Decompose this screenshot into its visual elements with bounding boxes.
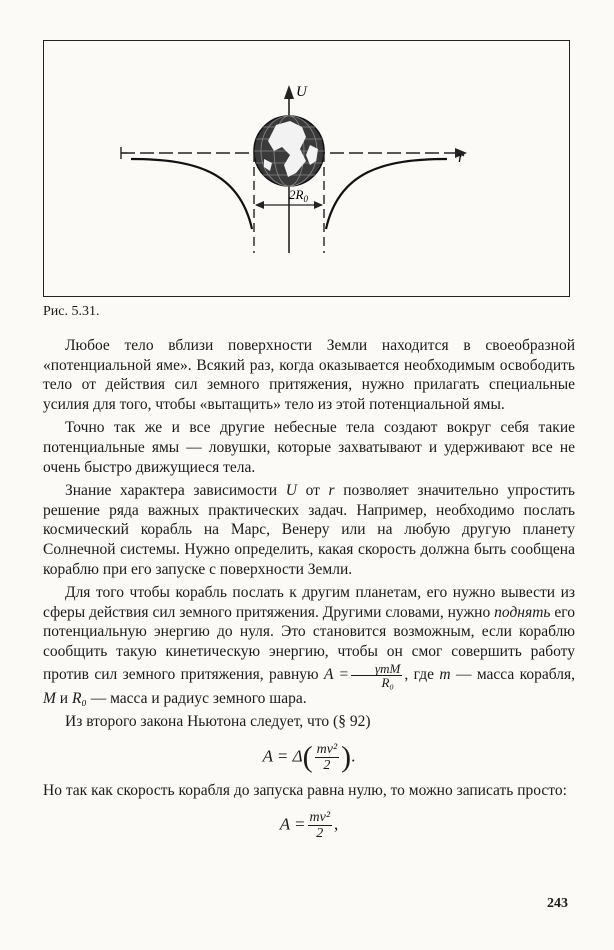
equation-2: A = $\frac{\text{mv²}}{2}$ , (279, 810, 339, 842)
gravity-fraction: $\frac{\text{γmM}}{\text{R₀}}$ (351, 662, 402, 689)
paragraph-5: Из второго закона Ньютона следует, что (§ 92) (65, 713, 371, 731)
u-axis-arrow (284, 85, 294, 99)
body-text (43, 336, 575, 849)
paragraph-6: Но так как скорость корабля до запуска равна нулю, то можно записать просто: (43, 781, 567, 799)
potential-curve-right (326, 159, 447, 229)
potential-well-diagram (44, 41, 570, 297)
page-number: 243 (547, 896, 568, 911)
paragraph-4: Для того чтобы корабль послать к другим планетам, его нужно вывести из сферы действия сил земного притяжения. Другими словами, нужно поднять его потенциальную энергию до нуля. Это становится возможным, если кораблю сообщить такую кинетическую энергию, чтобы он смог совершить работу против сил земного притяжения, равную A = $\frac{\text{γmM}}{\text{R₀}}$ , где m — масса корабля, M и R₀ — масса и радиус земного шара. (43, 584, 575, 707)
earth-globe (254, 116, 324, 186)
radius-label: $2R_0$ (289, 187, 308, 204)
r-axis-label: r (458, 149, 465, 166)
paragraph-3: Знание характера зависимости U от r позволяет значительно упростить решение ряда важных практических задач. Например, необходимо послать космический корабль на Марс, Венеру или на любую другую планету Солнечной системы. Нужно определить, какая скорость должна быть сообщена кораблю при его запуске с поверхности Земли. (43, 482, 575, 578)
paragraph-1: Любое тело вблизи поверхности Земли находится в своеобразной «потенциальной яме». Всякий раз, когда оказывается необходимым освободить тело от действия сил земного притяжения, нужно прилагать специальные усилия для того, чтобы «вытащить» тело из этой потенциальной ямы. (43, 337, 575, 413)
paragraph-2: Точно так же и все другие небесные тела создают вокруг себя такие потенциальные ямы — ловушки, которые захватывают и удерживают все не очень быстро движущиеся тела. (43, 419, 575, 476)
potential-curve-left (131, 159, 252, 229)
equation-1: A = Δ( $\frac{\text{mv²}}{2}$ ). (262, 740, 356, 774)
u-axis-label: U (296, 84, 307, 100)
figure-caption: Рис. 5.31. (43, 304, 100, 319)
figure-frame (43, 40, 570, 297)
